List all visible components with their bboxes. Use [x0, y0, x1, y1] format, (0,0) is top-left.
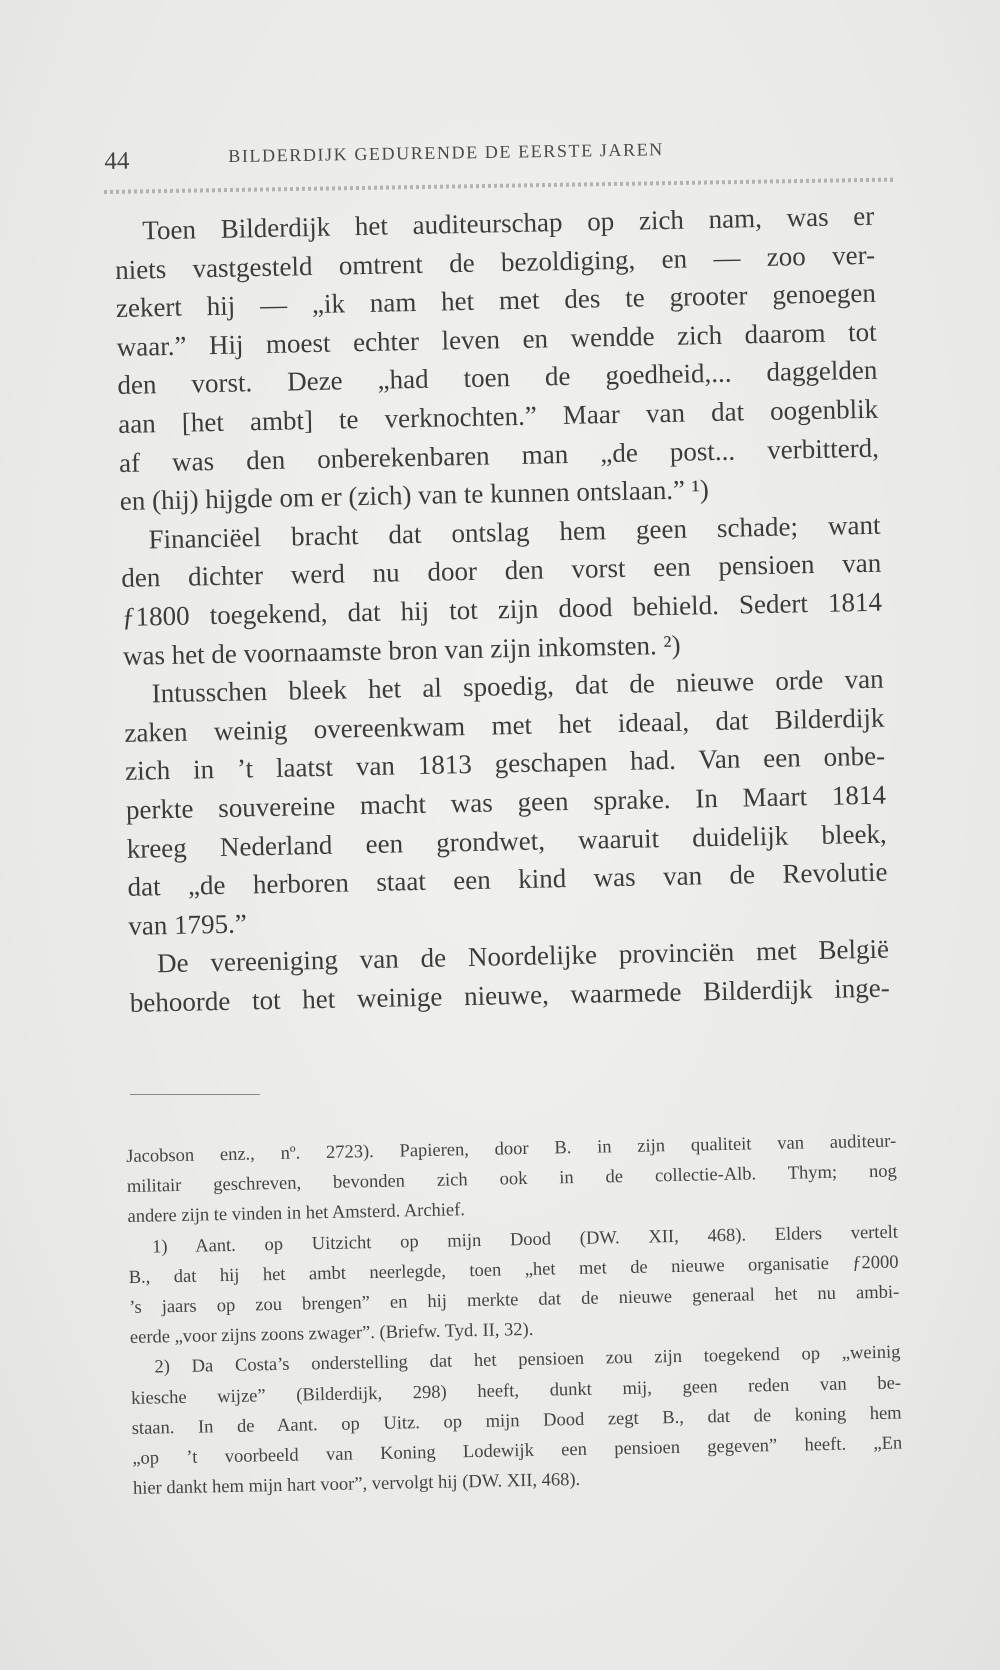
text-line: niets vastgesteld omtrent de bezoldiging, en — zoo ver-: [114, 239, 876, 285]
footnote-line: andere zijn te vinden in het Amsterd. Archief.: [127, 1200, 466, 1228]
body-text: [114, 197, 890, 1023]
footnote-line: Jacobson enz., nº. 2723). Papieren, door B. in zijn qualiteit van auditeur-: [126, 1131, 897, 1167]
footnote-line: „op ’t voorbeeld van Koning Lodewijk een pensioen gegeven” heeft. „En: [132, 1433, 903, 1469]
text-line: den dichter werd nu door den vorst een pensioen van: [121, 548, 882, 594]
header-rule: [104, 178, 894, 194]
text-line: De vereeniging van de Noordelijke provinciën met België: [156, 933, 890, 979]
text-line: perkte souvereine macht was geen sprake. In Maart 1814: [125, 779, 887, 825]
text-line: zaken weinig overeenkwam met het ideaal, dat Bilderdijk: [124, 702, 885, 748]
text-line: zich in ’t laatst van 1813 geschapen had. Van een onbe-: [124, 740, 886, 787]
footnote-line: hier dankt hem mijn hart voor”, vervolgt hij (DW. XII, 468).: [132, 1470, 581, 1499]
footnote-line: B., dat hij het ambt neerlegde, toen „het met de nieuwe organisatie ƒ2000: [128, 1252, 899, 1288]
text-line: Toen Bilderdijk het auditeurschap op zich nam, was er: [142, 200, 875, 246]
footnote-line: staan. In de Aant. op Uitz. op mijn Dood zegt B., dat de koning hem: [131, 1403, 902, 1439]
text-line: kreeg Nederland een grondwet, waaruit duidelijk bleek,: [126, 818, 887, 864]
text-line: zekert hij — „ik nam het met des te grooter genoegen: [115, 277, 877, 324]
running-head: BILDERDIJK GEDURENDE DE EERSTE JAREN: [228, 139, 664, 167]
text-line: Financiëel bracht dat ontslag hem geen schade; want: [148, 509, 881, 555]
footnote-line: militair geschreven, bevonden zich ook in de collectie-Alb. Thym; nog: [126, 1161, 897, 1198]
text-line: den vorst. Deze „had toen de goedheid,... daggelden: [117, 355, 878, 401]
footnote-line: kiesche wijze” (Bilderdijk, 298) heeft, dunkt mij, geen reden van be-: [130, 1372, 902, 1409]
text-line: dat „de herboren staat een kind was van de Revolutie: [127, 856, 888, 902]
page-number: 44: [104, 147, 130, 175]
text-line: van 1795.”: [128, 908, 248, 941]
footnote-line: 1) Aant. op Uitzicht op mijn Dood (DW. XII, 468). Elders vertelt: [151, 1222, 899, 1258]
footnote-line: eerde „voor zijns zoons zwager”. (Briefw. Tyd. II, 32).: [129, 1319, 534, 1349]
footnote-line: 2) Da Costa’s onderstelling dat het pensioen zou zijn toegekend op „weinig: [154, 1342, 901, 1378]
text-line: was het de voornaamste bron van zijn inkomsten. ²): [122, 629, 681, 671]
text-line: waar.” Hij moest echter leven en wendde zich daarom tot: [116, 316, 877, 362]
text-line: Intusschen bleek het al spoedig, dat de nieuwe orde van: [151, 663, 884, 709]
footnotes: [126, 1127, 903, 1505]
text-line: behoorde tot het weinige nieuwe, waarmede Bilderdijk inge-: [129, 972, 891, 1018]
footnote-rule: [130, 1094, 260, 1095]
text-line: en (hij) hijgde om er (zich) van te kunnen ontslaan.” ¹): [119, 474, 710, 517]
text-line: aan [het ambt] te verknochten.” Maar van dat oogenblik: [117, 393, 879, 439]
text-line: ƒ1800 toegekend, dat hij tot zijn dood behield. Sedert 1814: [121, 586, 883, 632]
footnote-line: ’s jaars op zou brengen” en hij merkte dat de nieuwe generaal het nu ambi-: [129, 1282, 900, 1318]
page-header: [104, 128, 885, 180]
text-line: af was den onberekenbaren man „de post... verbitterd,: [118, 432, 880, 478]
